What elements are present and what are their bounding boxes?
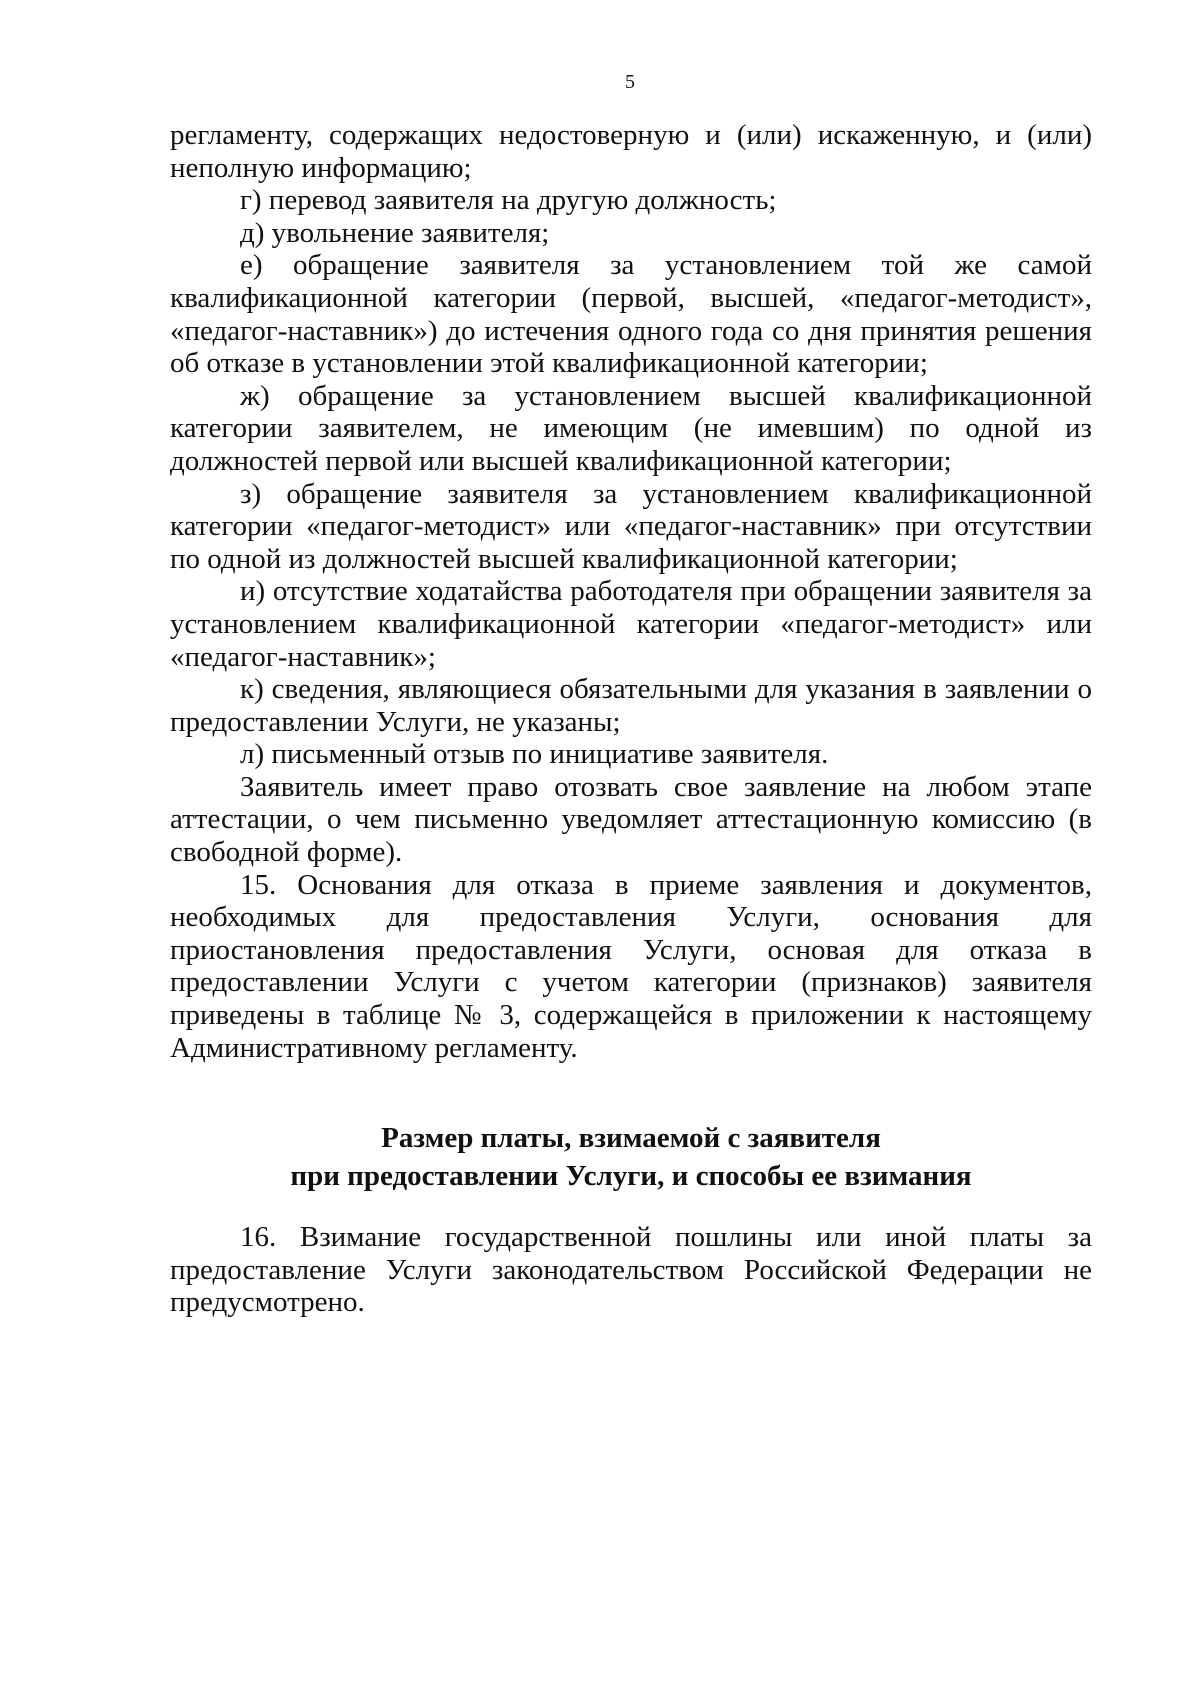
section-heading-line-1: Размер платы, взимаемой с заявителя: [381, 1122, 881, 1154]
paragraph-continuation: регламенту, содержащих недостоверную и (или) искаженную, и (или) неполную информацию;: [170, 119, 1092, 184]
paragraph-16: 16. Взимание государственной пошлины или иной платы за предоставление Услуги законодательством Российской Федерации не предусмотрено.: [170, 1221, 1092, 1319]
page-number: 5: [625, 71, 635, 93]
list-item-i: и) отсутствие ходатайства работодателя при обращении заявителя за установлением квалификационной категории «педагог-методист» или «педагог-наставник»;: [170, 575, 1092, 673]
paragraph-withdrawal: Заявитель имеет право отозвать свое заявление на любом этапе аттестации, о чем письменно уведомляет аттестационную комиссию (в свободной форме).: [170, 770, 1092, 869]
list-item-l: л) письменный отзыв по инициативе заявителя.: [240, 738, 829, 771]
document-body: [170, 119, 1092, 1064]
section-heading: [170, 1119, 1092, 1195]
section-body: [170, 1221, 1092, 1319]
list-item-d: д) увольнение заявителя;: [240, 216, 550, 249]
list-item-z: з) обращение заявителя за установлением квалификационной категории «педагог-методист» или «педагог-наставник» при отсутствии по одной из должностей высшей квалификационной категории;: [170, 477, 1092, 575]
list-item-zh: ж) обращение за установлением высшей квалификационной категории заявителем, не имеющим (не имевшим) по одной из должностей первой или высшей квалификационной категории;: [170, 379, 1092, 477]
paragraph-15: 15. Основания для отказа в приеме заявления и документов, необходимых для предоставления Услуги, основания для приостановления предоставления Услуги, основая для отказа в предоставлении Услуги с учетом категории (признаков) заявителя приведены в таблице № 3, содержащейся в приложении к настоящему Административному регламенту.: [170, 868, 1092, 1064]
section-heading-line-2: при предоставлении Услуги, и способы ее взимания: [290, 1160, 972, 1192]
list-item-k: к) сведения, являющиеся обязательными для указания в заявлении о предоставлении Услуги, не указаны;: [170, 673, 1092, 738]
list-item-g: г) перевод заявителя на другую должность;: [240, 184, 777, 217]
list-item-e: е) обращение заявителя за установлением той же самой квалификационной категории (первой, высшей, «педагог-методист», «педагог-наставник») до истечения одного года со дня принятия решения об отказе в установлении этой квалификационной категории;: [170, 249, 1092, 380]
